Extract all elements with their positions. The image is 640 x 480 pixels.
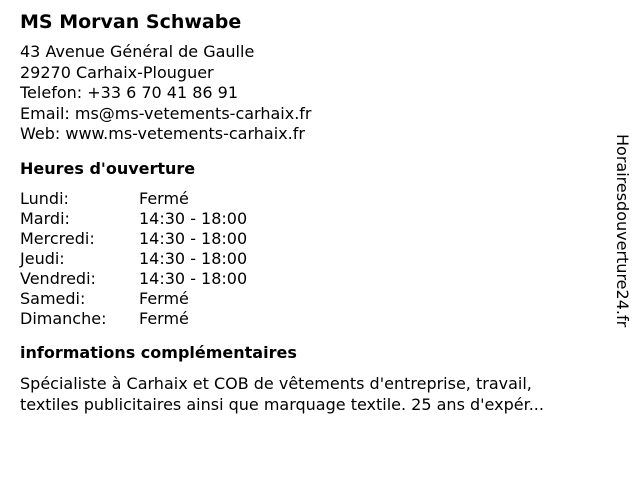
day-label: Lundi:	[20, 188, 69, 208]
day-hours: 14:30 - 18:00	[139, 208, 248, 228]
day-label: Dimanche:	[20, 308, 107, 328]
hours-row-tuesday	[20, 209, 247, 229]
hours-row-saturday	[20, 289, 247, 309]
site-watermark: Horairesdouverture24.fr	[613, 134, 632, 328]
phone-number[interactable]: Telefon: +33 6 70 41 86 91	[20, 83, 239, 102]
day-label: Mardi:	[20, 208, 70, 228]
hours-row-monday	[20, 189, 247, 209]
hours-row-friday	[20, 269, 247, 289]
website-link[interactable]: Web: www.ms-vetements-carhaix.fr	[20, 124, 305, 143]
hours-row-wednesday	[20, 229, 247, 249]
address-city: 29270 Carhaix-Plouguer	[20, 62, 214, 82]
opening-hours-title: Heures d'ouverture	[20, 158, 196, 178]
description-line: Spécialiste à Carhaix et COB de vêtements d'entreprise, travail,	[20, 373, 532, 393]
day-label: Jeudi:	[20, 248, 65, 268]
opening-hours-table	[20, 189, 247, 329]
day-hours: Fermé	[139, 188, 189, 208]
hours-row-thursday	[20, 249, 247, 269]
description-line: textiles publicitaires ainsi que marquage textile. 25 ans d'expér...	[20, 394, 544, 414]
day-label: Mercredi:	[20, 228, 95, 248]
day-hours: 14:30 - 18:00	[139, 248, 248, 268]
day-hours: Fermé	[139, 288, 189, 308]
day-label: Vendredi:	[20, 268, 96, 288]
day-label: Samedi:	[20, 288, 86, 308]
day-hours: 14:30 - 18:00	[139, 268, 248, 288]
business-card	[20, 8, 600, 415]
day-hours: Fermé	[139, 308, 189, 328]
additional-info-title: informations complémentaires	[20, 342, 297, 362]
email-address[interactable]: Email: ms@ms-vetements-carhaix.fr	[20, 103, 312, 123]
day-hours: 14:30 - 18:00	[139, 228, 248, 248]
address-street: 43 Avenue Général de Gaulle	[20, 42, 255, 61]
business-description	[20, 373, 600, 415]
hours-row-sunday	[20, 309, 247, 329]
business-name: MS Morvan Schwabe	[20, 11, 242, 33]
